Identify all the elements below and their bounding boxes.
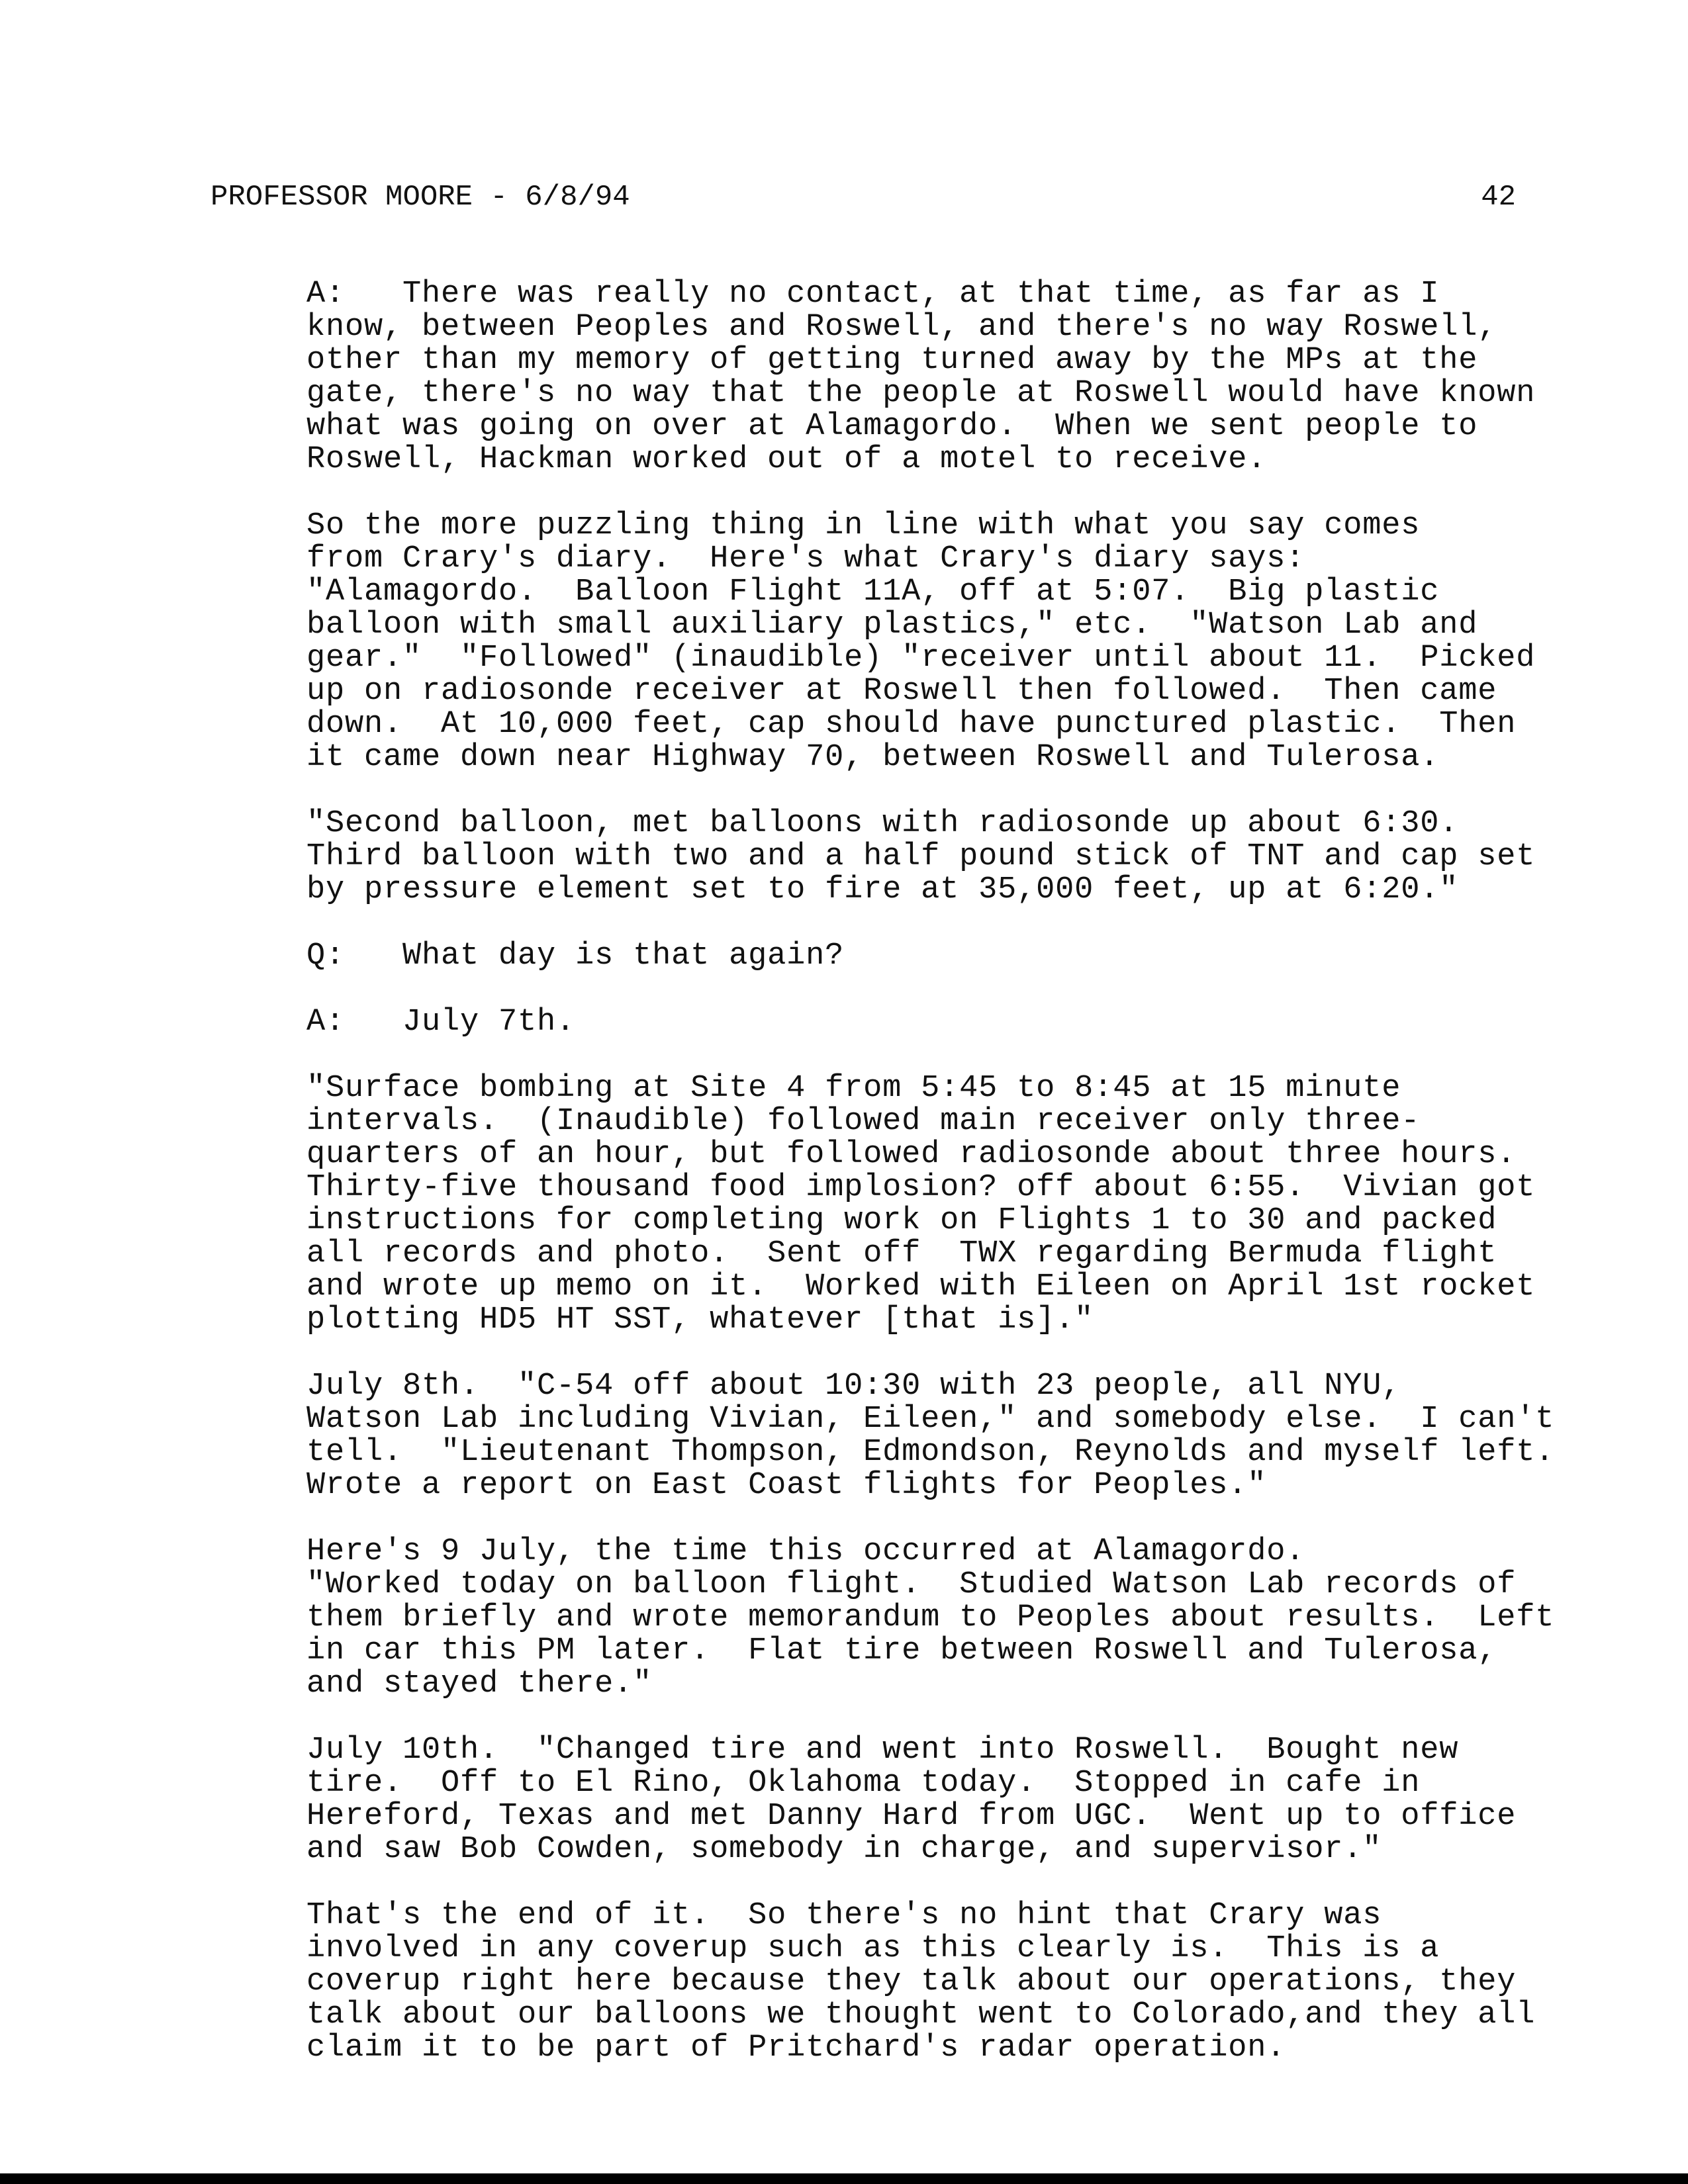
text-line: up on radiosonde receiver at Roswell then followed. Then came [306, 674, 1497, 709]
text-line: So the more puzzling thing in line with what you say comes [306, 508, 1421, 543]
text-line: That's the end of it. So there's no hint that Crary was [306, 1898, 1382, 1933]
text-line: Watson Lab including Vivian, Eileen," and somebody else. I can't [306, 1402, 1555, 1437]
text-line: coverup right here because they talk about our operations, they [306, 1964, 1517, 1999]
text-line: gate, there's no way that the people at Roswell would have known [306, 376, 1536, 411]
text-line: tell. "Lieutenant Thompson, Edmondson, Reynolds and myself left. [306, 1435, 1555, 1470]
text-line: it came down near Highway 70, between Roswell and Tulerosa. [306, 740, 1440, 775]
text-line: "Second balloon, met balloons with radiosonde up about 6:30. [306, 806, 1459, 841]
text-line: talk about our balloons we thought went to Colorado,and they all [306, 1997, 1536, 2032]
transcript-paragraph [207, 806, 1536, 907]
header-title: PROFESSOR MOORE - 6/8/94 [211, 181, 630, 214]
transcript-paragraph [207, 1071, 1536, 1338]
page-number: 42 [1481, 181, 1516, 214]
text-line: them briefly and wrote memorandum to Peoples about results. Left [306, 1600, 1555, 1635]
transcript-paragraph [207, 1369, 1555, 1503]
text-line: A: There was really no contact, at that time, as far as I [306, 277, 1440, 312]
transcript-paragraph [207, 1534, 1555, 1702]
text-line: Hereford, Texas and met Danny Hard from UGC. Went up to office [306, 1799, 1517, 1834]
transcript-paragraph [207, 508, 1536, 775]
text-line: by pressure element set to fire at 35,000 feet, up at 6:20." [306, 872, 1459, 907]
text-line: quarters of an hour, but followed radiosonde about three hours. [306, 1137, 1517, 1172]
transcript-body [207, 277, 1555, 2098]
text-line: all records and photo. Sent off TWX regarding Bermuda flight [306, 1236, 1497, 1271]
bottom-border [0, 2173, 1688, 2184]
text-line: balloon with small auxiliary plastics," etc. "Watson Lab and [306, 608, 1478, 643]
text-line: A: July 7th. [306, 1005, 576, 1040]
transcript-paragraph [207, 1006, 1524, 1039]
text-line: what was going on over at Alamagordo. When we sent people to [306, 409, 1478, 444]
text-line: Wrote a report on East Coast flights for Peoples." [306, 1468, 1267, 1503]
text-line: involved in any coverup such as this clearly is. This is a [306, 1931, 1440, 1966]
text-line: intervals. (Inaudible) followed main receiver only three- [306, 1104, 1421, 1139]
text-line: "Worked today on balloon flight. Studied Watson Lab records of [306, 1567, 1517, 1602]
transcript-paragraph [207, 277, 1536, 477]
transcript-paragraph [207, 1898, 1536, 2066]
text-line: July 10th. "Changed tire and went into Roswell. Bought new [306, 1733, 1459, 1768]
page-header [211, 177, 1516, 217]
text-line: Third balloon with two and a half pound stick of TNT and cap set [306, 839, 1536, 874]
text-line: "Surface bombing at Site 4 from 5:45 to 8:45 at 15 minute [306, 1071, 1401, 1106]
text-line: Thirty-five thousand food implosion? off about 6:55. Vivian got [306, 1170, 1536, 1205]
text-line: know, between Peoples and Roswell, and there's no way Roswell, [306, 310, 1497, 345]
text-line: claim it to be part of Pritchard's radar operation. [306, 2030, 1286, 2066]
text-line: Roswell, Hackman worked out of a motel to receive. [306, 442, 1267, 477]
transcript-paragraph [207, 1734, 1524, 1866]
text-line: and stayed there." [306, 1666, 653, 1702]
text-line: from Crary's diary. Here's what Crary's diary says: [306, 541, 1305, 576]
text-line: instructions for completing work on Flights 1 to 30 and packed [306, 1203, 1497, 1238]
text-line: and saw Bob Cowden, somebody in charge, and supervisor." [306, 1832, 1382, 1867]
text-line: in car this PM later. Flat tire between Roswell and Tulerosa, [306, 1633, 1497, 1668]
text-line: "Alamagordo. Balloon Flight 11A, off at 5:07. Big plastic [306, 574, 1440, 610]
text-line: tire. Off to El Rino, Oklahoma today. Stopped in cafe in [306, 1766, 1421, 1801]
text-line: Q: What day is that again? [306, 938, 845, 974]
text-line: gear." "Followed" (inaudible) "receiver until about 11. Picked [306, 641, 1536, 676]
text-line: down. At 10,000 feet, cap should have punctured plastic. Then [306, 707, 1517, 742]
text-line: Here's 9 July, the time this occurred at Alamagordo. [306, 1534, 1305, 1569]
transcript-paragraph [207, 940, 1524, 973]
text-line: and wrote up memo on it. Worked with Eileen on April 1st rocket [306, 1269, 1536, 1304]
text-line: plotting HD5 HT SST, whatever [that is]." [306, 1302, 1094, 1338]
text-line: other than my memory of getting turned away by the MPs at the [306, 343, 1478, 378]
text-line: July 8th. "C-54 off about 10:30 with 23 people, all NYU, [306, 1369, 1401, 1404]
